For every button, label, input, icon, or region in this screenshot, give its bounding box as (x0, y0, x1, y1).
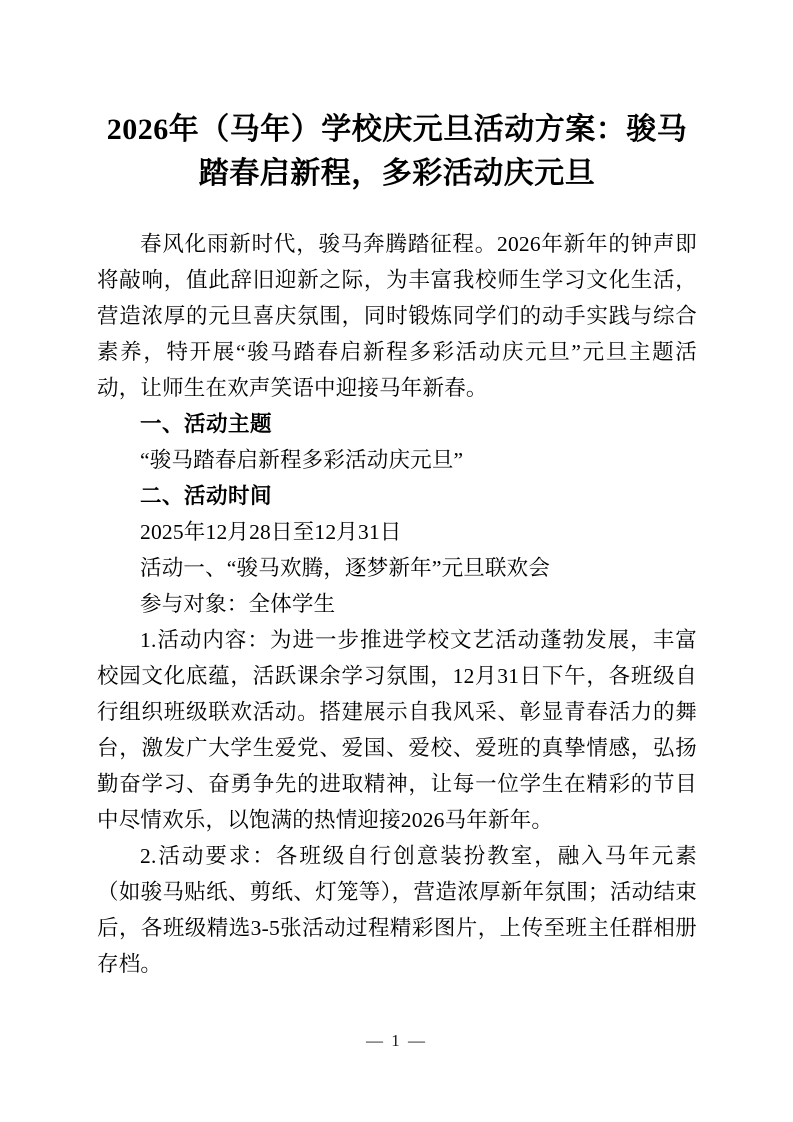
activity-one-requirements: 2.活动要求：各班级自行创意装扮教室，融入马年元素（如骏马贴纸、剪纸、灯笼等），营造浓厚新年氛围；活动结束后，各班级精选3-5张活动过程精彩图片，上传至班主任群相册存档。 (97, 844, 697, 976)
section-body-activity-time: 2025年12月28日至12月31日 (140, 520, 402, 544)
section-heading-activity-theme: 一、活动主题 (140, 412, 273, 436)
page-title: 2026年（马年）学校庆元旦活动方案：骏马踏春启新程，多彩活动庆元旦 (106, 113, 688, 190)
document-content (97, 0, 697, 982)
title-body-spacer (97, 196, 697, 226)
intro-paragraph: 春风化雨新时代，骏马奔腾踏征程。2026年新年的钟声即将敲响，值此辞旧迎新之际，为丰富我校师生学习文化生活，营造浓厚的元旦喜庆氛围，同时锻炼同学们的动手实践与综合素养，特开展“骏马踏春启新程多彩活动庆元旦”元旦主题活动，让师生在欢声笑语中迎接马年新春。 (97, 232, 697, 400)
page-footer: — 1 — (366, 1031, 427, 1050)
activity-one-content: 1.活动内容：为进一步推进学校文艺活动蓬勃发展，丰富校园文化底蕴，活跃课余学习氛围，12月31日下午，各班级自行组织班级联欢活动。搭建展示自我风采、彰显青春活力的舞台，激发广大学生爱党、爱国、爱校、爱班的真挚情感，弘扬勤奋学习、奋勇争先的进取精神，让每一位学生在精彩的节目中尽情欢乐，以饱满的热情迎接2026马年新年。 (97, 628, 697, 832)
section-heading-activity-time: 二、活动时间 (140, 484, 273, 508)
activity-one-title: 活动一、“骏马欢腾，逐梦新年”元旦联欢会 (140, 556, 551, 580)
section-body-activity-theme: “骏马踏春启新程多彩活动庆元旦” (140, 448, 464, 472)
activity-one-participants: 参与对象：全体学生 (140, 592, 336, 616)
